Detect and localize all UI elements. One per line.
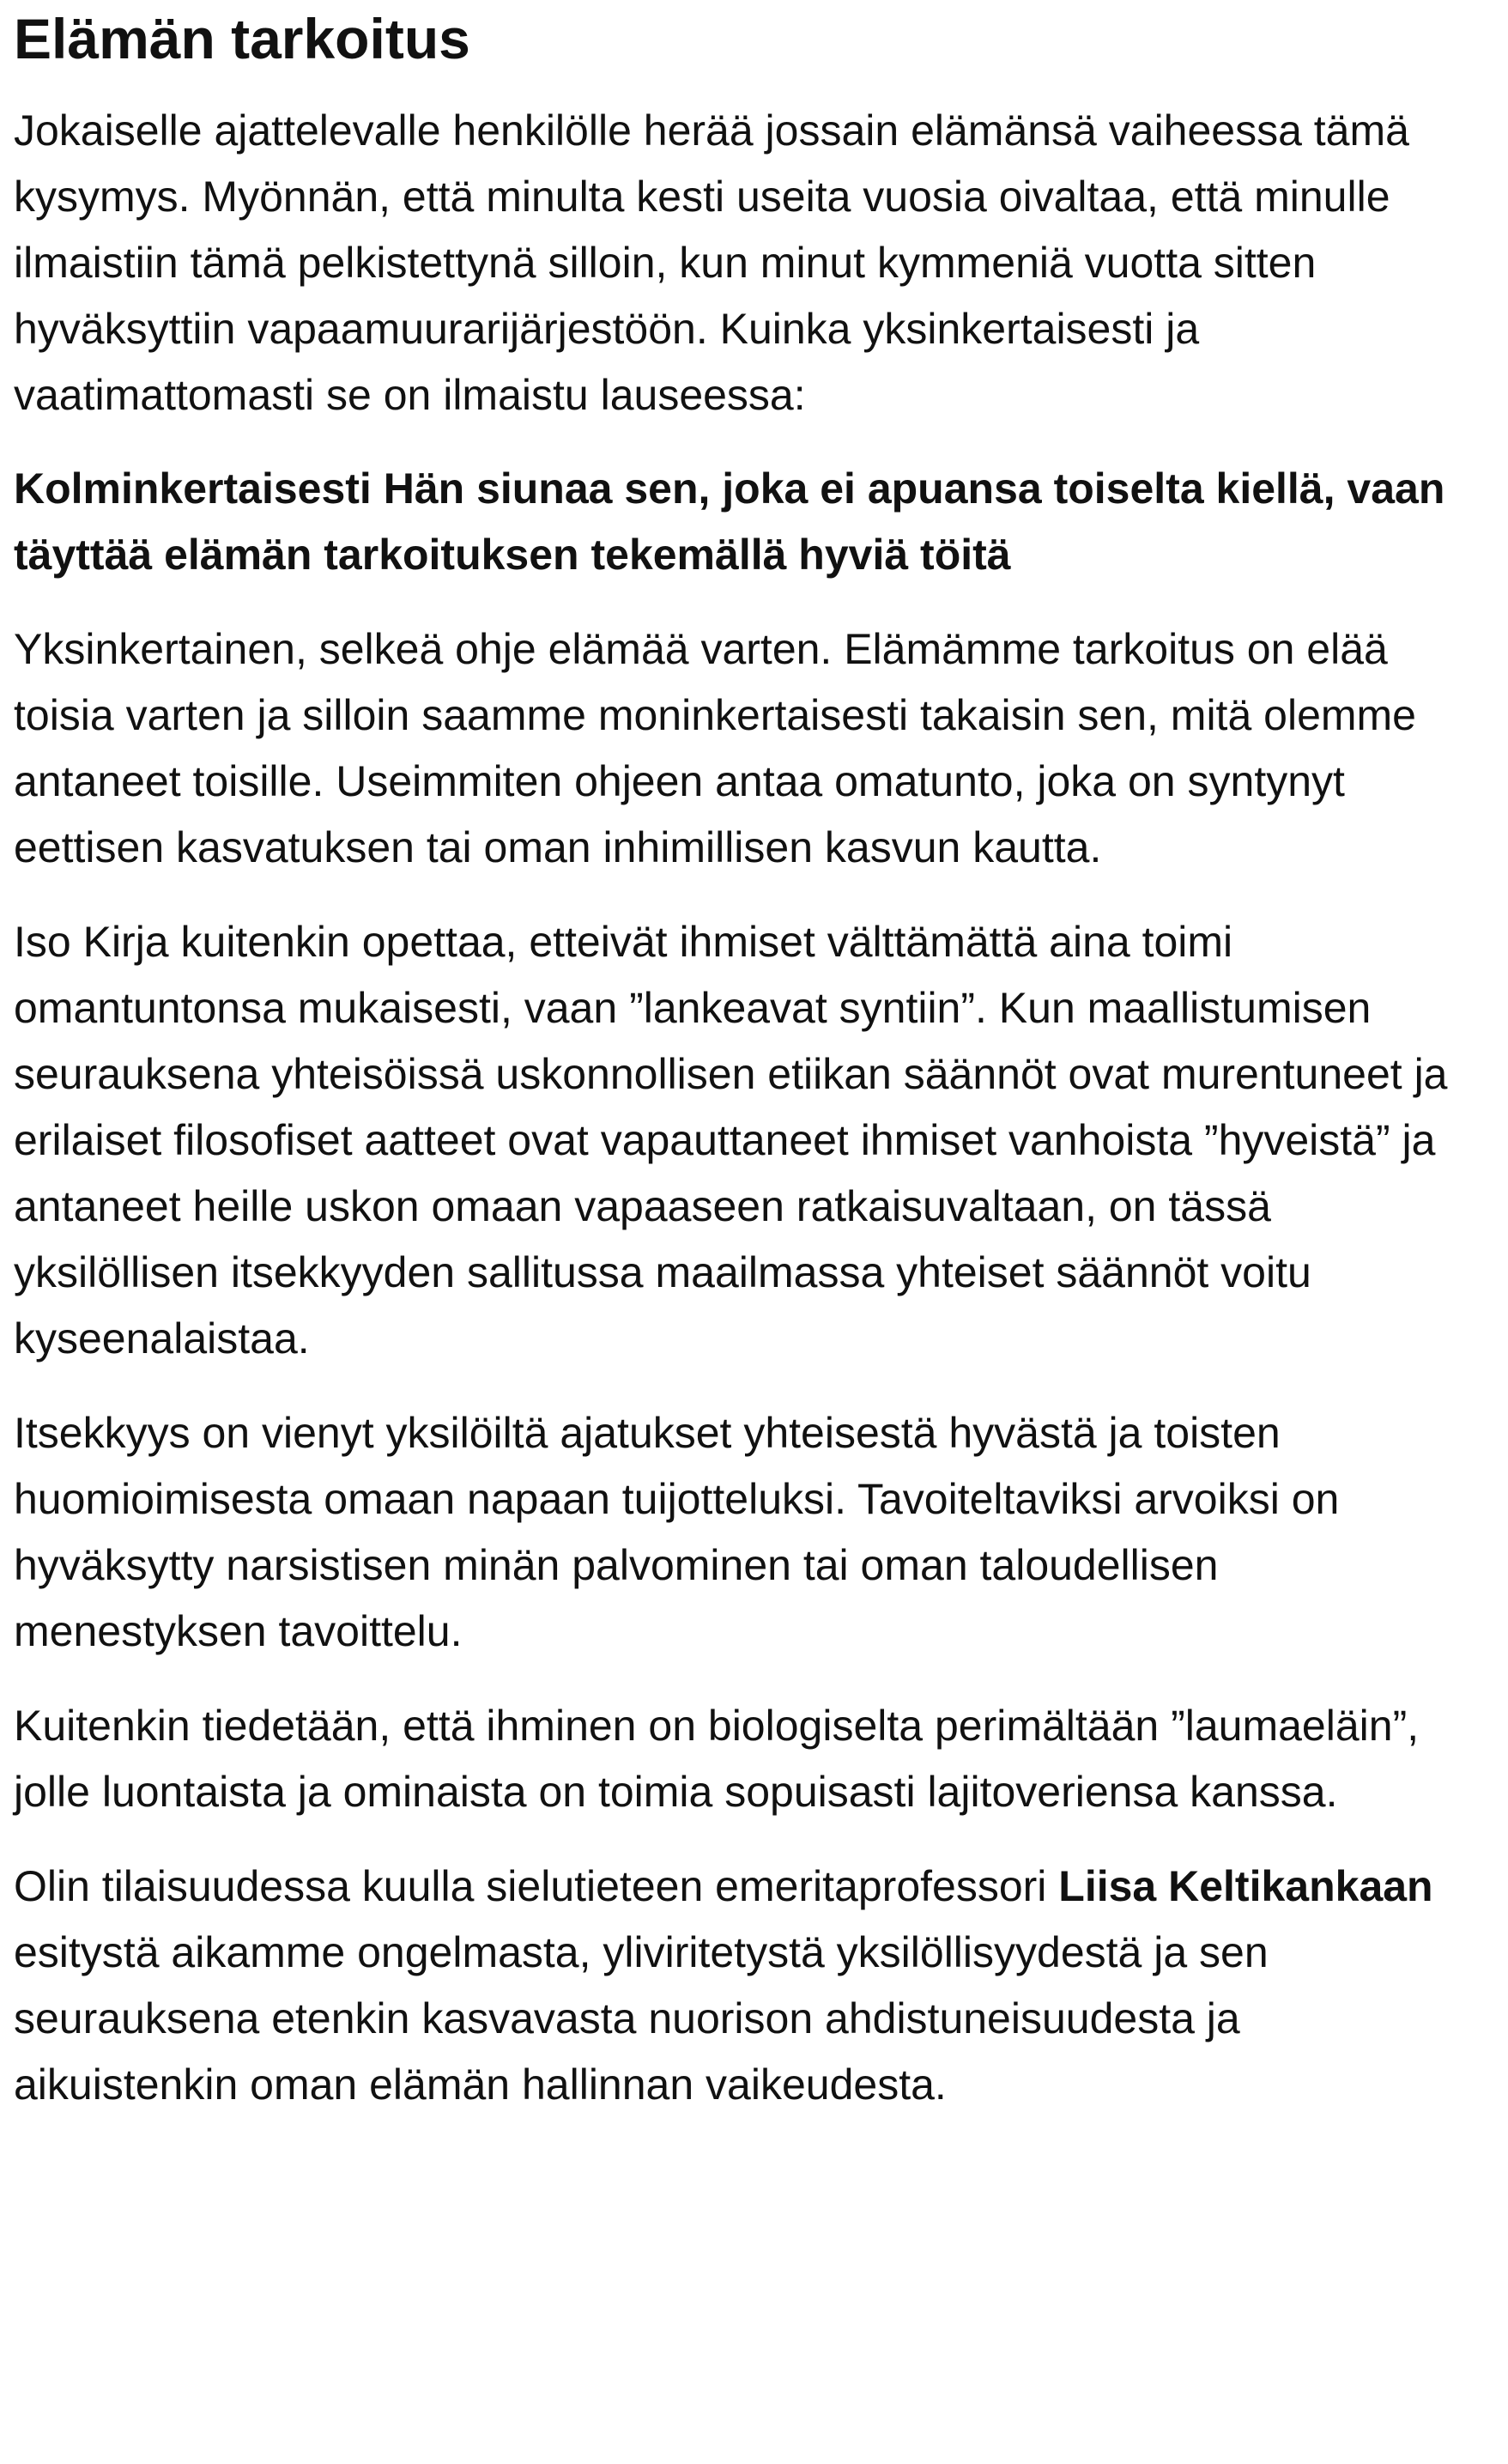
paragraph-7: [14, 1854, 1474, 2118]
professor-name: Liisa Keltikankaan: [1058, 1861, 1433, 1910]
quote-paragraph: Kolminkertaisesti Hän siunaa sen, joka ei apuansa toiselta kiellä, vaan täyttää elämän tarkoituksen tekemällä hyviä töitä: [14, 464, 1445, 579]
paragraph-7-text-end: esitystä aikamme ongelmasta, yliviritetystä yksilöllisyydestä ja sen seurauksena etenkin kasvavasta nuorison ahdistuneisuudesta ja aikuistenkin oman elämän hallinnan vaikeudesta.: [14, 1927, 1269, 2109]
page-title: Elämän tarkoitus: [14, 7, 470, 70]
paragraph-4: Iso Kirja kuitenkin opettaa, etteivät ihmiset välttämättä aina toimi omantuntonsa mukaisesti, vaan ”lankeavat syntiin”. Kun maallistumisen seurauksena yhteisöissä uskonnollisen etiikan säännöt ovat murentuneet ja erilaiset filosofiset aatteet ovat vapauttaneet ihmiset vanhoista ”hyveistä” ja antaneet heille uskon omaan vapaaseen ratkaisuvaltaan, on tässä yksilöllisen itsekkyyden sallitussa maailmassa yhteiset säännöt voitu kyseenalaistaa.: [14, 917, 1448, 1362]
paragraph-7-text-start: Olin tilaisuudessa kuulla sielutieteen emeritaprofessori: [14, 1861, 1059, 1910]
paragraph-6: Kuitenkin tiedetään, että ihminen on biologiselta perimältään ”laumaeläin”, jolle luontaista ja ominaista on toimia sopuisasti lajitoveriensa kanssa.: [14, 1701, 1420, 1816]
paragraph-3: Yksinkertainen, selkeä ohje elämää varten. Elämämme tarkoitus on elää toisia varten ja silloin saamme moninkertaisesti takaisin sen, mitä olemme antaneet toisille. Useimmiten ohjeen antaa omatunto, joka on syntynyt eettisen kasvatuksen tai oman inhimillisen kasvun kautta.: [14, 624, 1416, 871]
paragraph-intro: Jokaiselle ajattelevalle henkilölle herää jossain elämänsä vaiheessa tämä kysymys. Myönnän, että minulta kesti useita vuosia oivaltaa, että minulle ilmaistiin tämä pelkistettynä silloin, kun minut kymmeniä vuotta sitten hyväksyttiin vapaamuurarijärjestöön. Kuinka yksinkertaisesti ja vaatimattomasti se on ilmaistu lauseessa:: [14, 106, 1409, 419]
paragraph-5: Itsekkyys on vienyt yksilöiltä ajatukset yhteisestä hyvästä ja toisten huomioimisesta omaan napaan tuijotteluksi. Tavoiteltaviksi arvoiksi on hyväksytty narsistisen minän palvominen tai oman taloudellisen menestyksen tavoittelu.: [14, 1408, 1340, 1655]
